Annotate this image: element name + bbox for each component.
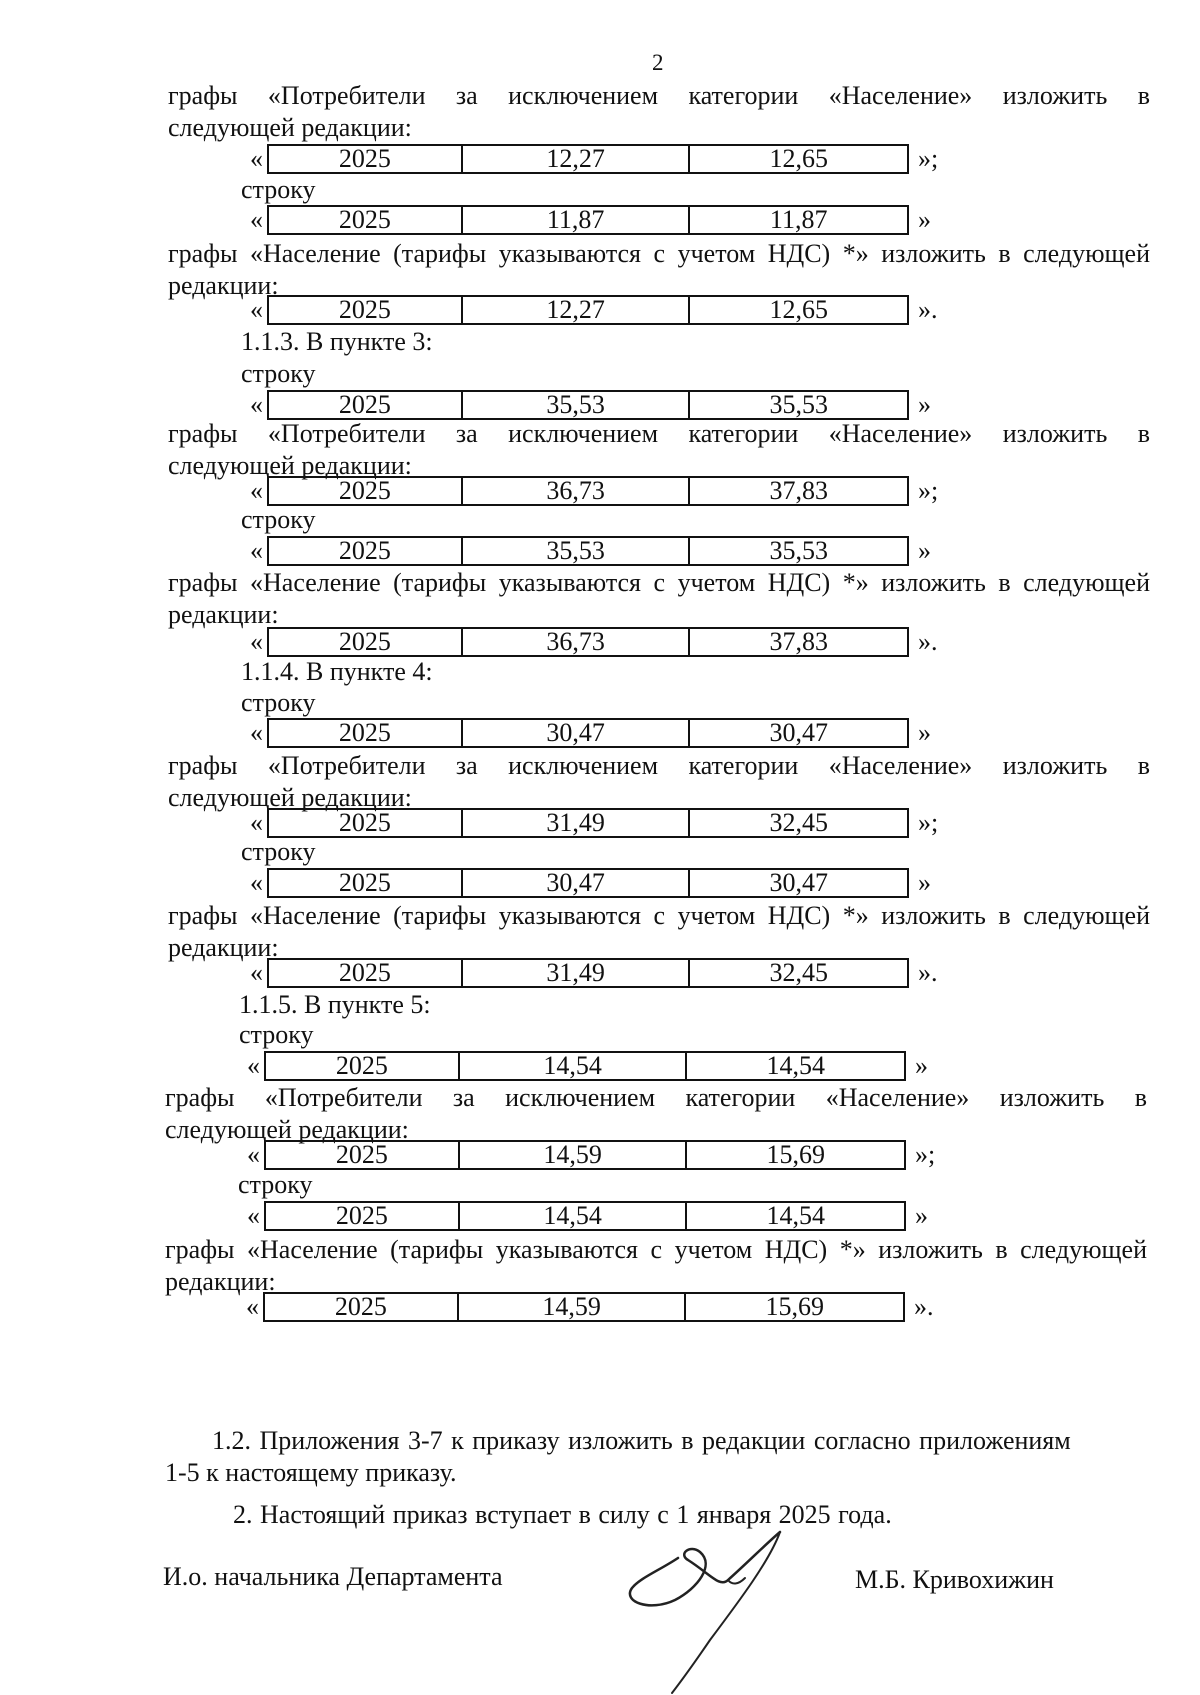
tariff-row [0,476,1200,506]
paragraph-line: графы «Население (тарифы указываются с учетом НДС) *» изложить в следующей [165,1235,1147,1264]
open-quote: « [250,958,263,987]
open-quote: « [250,627,263,656]
open-quote: « [250,808,263,837]
clause-heading: 1.1.3. В пункте 3: [241,327,433,356]
paragraph-line: следующей редакции: [165,1115,409,1144]
paragraph [165,1082,1147,1146]
year-cell: 2025 [335,1201,388,1230]
paragraph-line: редакции: [168,600,279,629]
tariff-half1-cell: 31,49 [461,810,689,836]
clause-heading: 1.1.5. В пункте 5: [239,990,431,1019]
label-row: строку [241,175,316,204]
open-quote: « [250,868,263,897]
open-quote: « [250,205,263,234]
year-cell: 2025 [334,1292,387,1321]
tariff-half2-cell: 32,45 [688,960,907,986]
open-quote: « [250,536,263,565]
close-quote: ». [918,627,938,656]
year-cell: 2025 [338,295,391,324]
tariff-half1-cell: 14,59 [457,1294,685,1320]
tariff-half2-cell: 37,83 [688,478,907,504]
year-cell: 2025 [338,144,391,173]
tariff-table [267,627,909,657]
tariff-table [267,536,909,566]
tariff-table [267,295,909,325]
tariff-half2-cell: 14,54 [685,1203,904,1229]
tariff-half1-cell: 30,47 [461,870,689,896]
tariff-row [0,1201,1200,1231]
year-cell: 2025 [338,205,391,234]
year-cell: 2025 [338,476,391,505]
tariff-row [0,1292,1200,1322]
paragraph-line: графы «Потребители за исключением категории «Население» изложить в [168,419,1150,448]
open-quote: « [247,1140,260,1169]
tariff-table [264,1201,906,1231]
paragraph [168,418,1150,482]
close-quote: ». [918,958,938,987]
paragraph-line: редакции: [168,933,279,962]
year-cell: 2025 [338,808,391,837]
year-cell: 2025 [338,868,391,897]
signatory-position: И.о. начальника Департамента [163,1562,503,1591]
tariff-row [0,718,1200,748]
label-row: строку [239,1020,314,1049]
tariff-half1-cell: 14,54 [458,1203,686,1229]
year-cell: 2025 [335,1051,388,1080]
label-row: строку [241,505,316,534]
close-quote: ». [914,1292,934,1321]
tariff-half1-cell: 11,87 [461,207,689,233]
tariff-table [264,1140,906,1170]
close-quote: »; [918,476,939,505]
clause-1-2-line-1: 1.2. Приложения 3-7 к приказу изложить в редакции согласно приложениям [212,1426,1071,1455]
label-row: строку [241,359,316,388]
tariff-table [263,1292,905,1322]
paragraph [168,900,1150,964]
tariff-half2-cell: 32,45 [688,810,907,836]
tariff-row [0,295,1200,325]
year-cell: 2025 [338,627,391,656]
tariff-half2-cell: 15,69 [685,1142,904,1168]
tariff-half2-cell: 37,83 [688,629,907,655]
paragraph-line: графы «Потребители за исключением категории «Население» изложить в [165,1083,1147,1112]
year-cell: 2025 [338,718,391,747]
close-quote: » [918,205,931,234]
tariff-row [0,390,1200,420]
tariff-half2-cell: 12,65 [688,146,907,172]
tariff-half1-cell: 12,27 [461,146,689,172]
close-quote: »; [915,1140,936,1169]
tariff-table [267,476,909,506]
tariff-half2-cell: 35,53 [688,538,907,564]
paragraph-line: графы «Потребители за исключением категории «Население» изложить в [168,81,1150,110]
tariff-half1-cell: 14,54 [458,1053,686,1079]
tariff-half1-cell: 31,49 [461,960,689,986]
open-quote: « [250,390,263,419]
open-quote: « [247,1201,260,1230]
paragraph [168,238,1150,302]
open-quote: « [250,718,263,747]
signatory-name: М.Б. Кривохижин [855,1565,1054,1594]
year-cell: 2025 [338,958,391,987]
tariff-half2-cell: 30,47 [688,720,907,746]
paragraph-line: графы «Население (тарифы указываются с учетом НДС) *» изложить в следующей [168,239,1150,268]
close-quote: » [918,718,931,747]
tariff-row [0,868,1200,898]
tariff-half1-cell: 35,53 [461,392,689,418]
tariff-half2-cell: 11,87 [688,207,907,233]
label-row: строку [241,688,316,717]
close-quote: » [918,390,931,419]
tariff-table [267,205,909,235]
tariff-table [267,390,909,420]
tariff-table [264,1051,906,1081]
tariff-table [267,868,909,898]
paragraph-line: графы «Население (тарифы указываются с учетом НДС) *» изложить в следующей [168,901,1150,930]
tariff-row [0,1140,1200,1170]
tariff-half2-cell: 14,54 [685,1053,904,1079]
tariff-half1-cell: 30,47 [461,720,689,746]
close-quote: ». [918,295,938,324]
label-row: строку [238,1170,313,1199]
tariff-half2-cell: 15,69 [684,1294,903,1320]
tariff-row [0,808,1200,838]
tariff-half2-cell: 12,65 [688,297,907,323]
tariff-row [0,1051,1200,1081]
tariff-table [267,958,909,988]
open-quote: « [250,295,263,324]
year-cell: 2025 [338,390,391,419]
clause-2: 2. Настоящий приказ вступает в силу с 1 января 2025 года. [233,1500,892,1529]
clause-1-2-line-2: 1-5 к настоящему приказу. [165,1458,457,1487]
close-quote: »; [918,808,939,837]
tariff-half1-cell: 12,27 [461,297,689,323]
page-number: 2 [652,50,664,75]
open-quote: « [247,1051,260,1080]
open-quote: « [250,144,263,173]
tariff-row [0,627,1200,657]
tariff-half2-cell: 35,53 [688,392,907,418]
paragraph-line: графы «Потребители за исключением категории «Население» изложить в [168,751,1150,780]
open-quote: « [250,476,263,505]
paragraph [168,750,1150,814]
tariff-half2-cell: 30,47 [688,870,907,896]
tariff-half1-cell: 36,73 [461,478,689,504]
close-quote: » [915,1051,928,1080]
tariff-half1-cell: 14,59 [458,1142,686,1168]
tariff-table [267,808,909,838]
year-cell: 2025 [338,536,391,565]
tariff-table [267,144,909,174]
close-quote: » [918,868,931,897]
tariff-row [0,144,1200,174]
paragraph-line: графы «Население (тарифы указываются с учетом НДС) *» изложить в следующей [168,568,1150,597]
paragraph-line: следующей редакции: [168,451,412,480]
tariff-half1-cell: 36,73 [461,629,689,655]
tariff-row [0,536,1200,566]
year-cell: 2025 [335,1140,388,1169]
paragraph-line: следующей редакции: [168,113,412,142]
paragraph-line: следующей редакции: [168,783,412,812]
paragraph [168,80,1150,144]
close-quote: »; [918,144,939,173]
clause-heading: 1.1.4. В пункте 4: [241,657,433,686]
tariff-row [0,958,1200,988]
tariff-table [267,718,909,748]
paragraph [165,1234,1147,1298]
close-quote: » [918,536,931,565]
paragraph [168,567,1150,631]
paragraph-line: редакции: [168,271,279,300]
close-quote: » [915,1201,928,1230]
paragraph-line: редакции: [165,1267,276,1296]
tariff-half1-cell: 35,53 [461,538,689,564]
open-quote: « [246,1292,259,1321]
label-row: строку [241,837,316,866]
handwritten-signature [620,1530,820,1695]
tariff-row [0,205,1200,235]
